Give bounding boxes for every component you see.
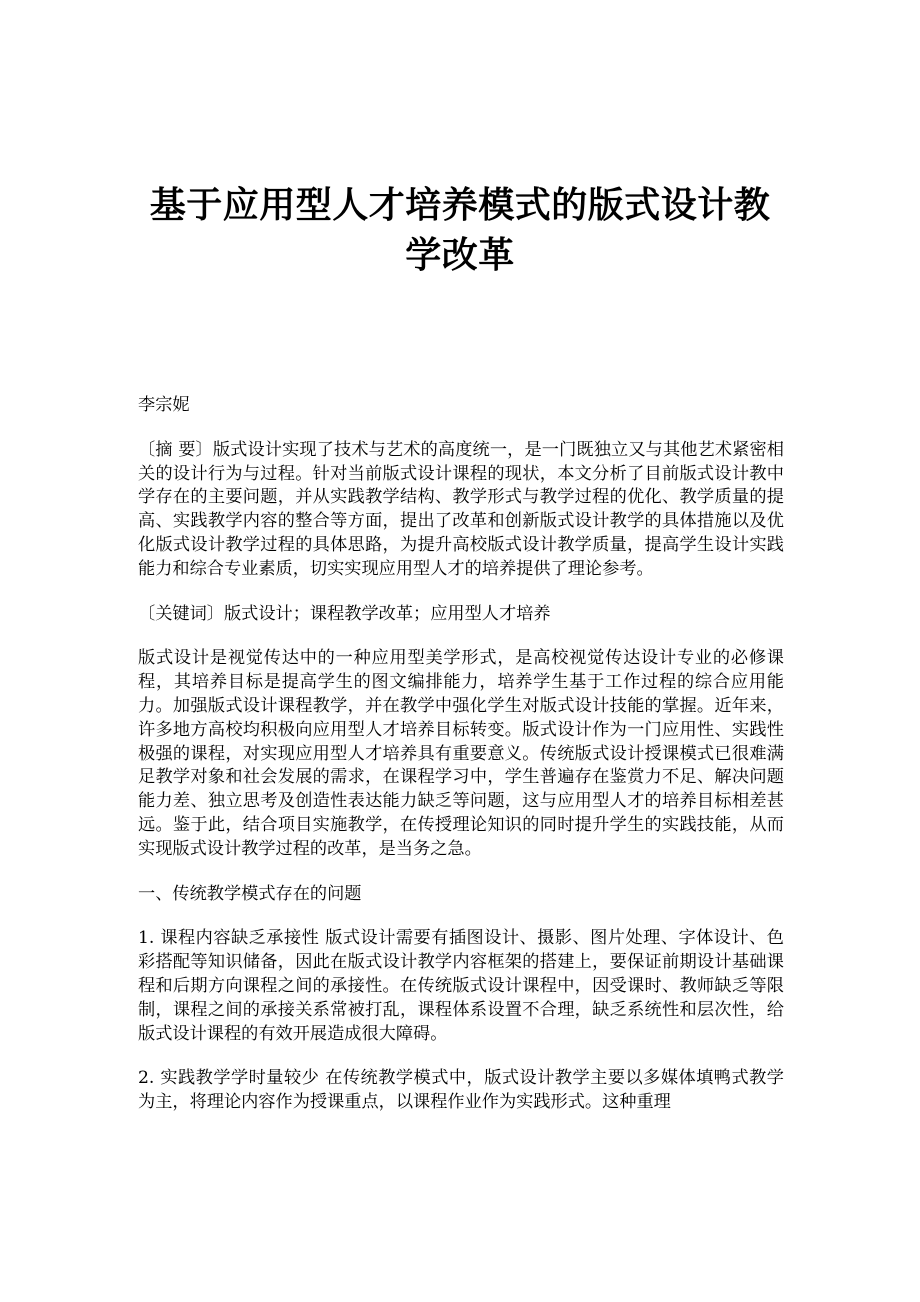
section-heading: 一、传统教学模式存在的问题 bbox=[138, 883, 362, 904]
body-paragraph: 1. 课程内容缺乏承接性 版式设计需要有插图设计、摄影、图片处理、字体设计、色彩搭配等知识储备，因此在版式设计教学内容框架的搭建上，要保证前期设计基础课程和后期方向课程之间的承接性。在传统版式设计课程中，因受课时、教师缺乏等限制，课程之间的承接关系常被打乱，课程体系设置不合理，缺乏系统性和层次性，给版式设计课程的有效开展造成很大障碍。 bbox=[138, 928, 784, 1044]
intro-paragraph: 版式设计是视觉传达中的一种应用型美学形式，是高校视觉传达设计专业的必修课程，其培养目标是提高学生的图文编排能力，培养学生基于工作过程的综合应用能力。加强版式设计课程教学，并在教学中强化学生对版式设计技能的掌握。近年来，许多地方高校均积极向应用型人才培养目标转变。版式设计作为一门应用性、实践性极强的课程，对实现应用型人才培养具有重要意义。传统版式设计授课模式已很难满足教学对象和社会发展的需求，在课程学习中，学生普遍存在鉴赏力不足、解决问题能力差、独立思考及创造性表达能力缺乏等问题，这与应用型人才的培养目标相差甚远。鉴于此，结合项目实施教学，在传授理论知识的同时提升学生的实践技能，从而实现版式设计教学过程的改革，是当务之急。 bbox=[138, 648, 784, 859]
document-title: 基于应用型人才培养模式的版式设计教学改革 bbox=[149, 184, 771, 276]
abstract-paragraph: 〔摘 要〕版式设计实现了技术与艺术的高度统一，是一门既独立又与其他艺术紧密相关的设计行为与过程。针对当前版式设计课程的现状，本文分析了目前版式设计教中学存在的主要问题，并从实践教学结构、教学形式与教学过程的优化、教学质量的提高、实践教学内容的整合等方面，提出了改革和创新版式设计教学的具体措施以及优化版式设计教学过程的具体思路，为提升高校版式设计教学质量，提高学生设计实践能力和综合专业素质，切实实现应用型人才的培养提供了理论参考。 bbox=[138, 439, 784, 579]
keywords-paragraph: 〔关键词〕版式设计；课程教学改革；应用型人才培养 bbox=[138, 603, 551, 624]
author-name: 李宗妮 bbox=[138, 395, 190, 415]
document-body bbox=[138, 394, 784, 1136]
body-paragraph: 2. 实践教学学时量较少 在传统教学模式中，版式设计教学主要以多媒体填鸭式教学为主，将理论内容作为授课重点，以课程作业作为实践形式。这种重理 bbox=[138, 1068, 784, 1113]
